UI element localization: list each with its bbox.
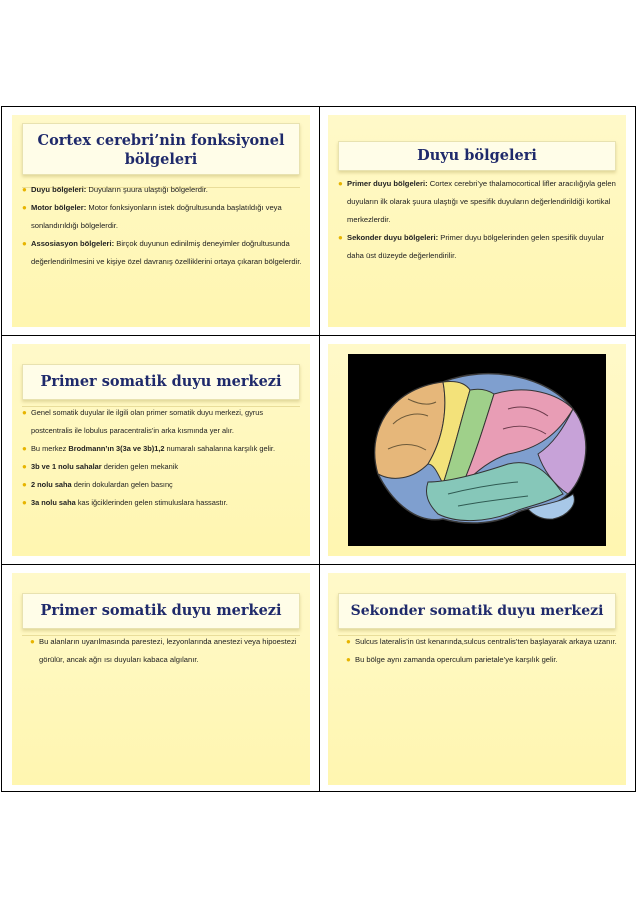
item-term: Primer duyu bölgeleri: [347,179,428,188]
slide-primary-somatic-2 [12,573,310,785]
list-item [22,494,302,512]
item-text: Sulcus lateralis’in üst kenarında,sulcus centralis’ten başlayarak arkaya uzanır. [355,637,617,646]
brain-illustration [348,354,606,546]
bullet-list [22,404,302,512]
list-item [22,199,302,235]
bullet-dot-icon: ● [30,637,35,646]
slide-primary-somatic [12,344,310,556]
list-item [338,229,618,265]
item-term: Assosiasyon bölgeleri: [31,239,115,248]
list-item [346,633,618,651]
item-text: Duyuların şuura ulaştığı bölgelerdir. [86,185,208,194]
list-item [22,181,302,199]
item-text: Genel somatik duyular ile ilgili olan primer somatik duyu merkezi, gyrus postcentralis ile lobulus paracentralis’in arka kısmında yer alır. [31,408,264,435]
item-term: 2 nolu saha [31,480,72,489]
slide-title: Sekonder somatik duyu merkezi [338,593,616,629]
list-item [346,651,618,669]
bullet-dot-icon: ● [22,239,27,248]
bullet-list [346,633,618,669]
bullet-dot-icon: ● [22,408,27,417]
list-item [22,476,302,494]
bullet-list [22,181,302,271]
item-term: Duyu bölgeleri: [31,185,87,194]
item-term: 3a nolu saha [31,498,76,507]
handout-grid [1,106,636,792]
column-divider [319,107,320,791]
bullet-list [30,633,302,669]
item-text: Bu alanların uyarılmasında parestezi, lezyonlarında anestezi veya hipoestezi görülür, ancak ağrı ısı duyuları kabaca algılanır. [39,637,297,664]
list-item [30,633,302,669]
item-text: Cortex cerebri’ye thalamocortical lifler aracılığıyla gelen duyuların ilk olarak şuura ulaştığı ve spesifik duyuların değerlendirildiği kortikal merkezlerdir. [347,179,616,224]
item-text: Bu bölge aynı zamanda operculum parietale’ye karşılık gelir. [355,655,558,664]
item-text: Bu merkez [31,444,69,453]
slide-title: Duyu bölgeleri [338,141,616,171]
bullet-dot-icon: ● [22,462,27,471]
bullet-dot-icon: ● [346,637,351,646]
list-item [22,235,302,271]
slide-title: Cortex cerebri’nin fonksiyonel bölgeleri [22,123,300,175]
bullet-dot-icon: ● [338,233,343,242]
bullet-dot-icon: ● [346,655,351,664]
bullet-dot-icon: ● [22,480,27,489]
bullet-dot-icon: ● [22,444,27,453]
slide-brain-image [328,344,626,556]
list-item [22,404,302,440]
item-text: Birçok duyunun edinilmiş deneyimler doğrultusunda değerlendirilmesini ve kişiye özel davranış özelliklerini ortaya çıkaran bölgelerdir. [31,239,302,266]
item-text: kas iğciklerinden gelen stimuluslara hassastır. [75,498,228,507]
item-text: Motor fonksiyonların istek doğrultusunda başlatıldığı veya sonlandırıldığı bölgelerdir. [31,203,282,230]
item-text: derin dokulardan gelen basınç [71,480,173,489]
slide-title: Primer somatik duyu merkezi [22,593,300,629]
item-term: 3b ve 1 nolu sahalar [31,462,102,471]
list-item [22,440,302,458]
bullet-dot-icon: ● [22,203,27,212]
list-item [338,175,618,229]
brain-svg [348,354,606,546]
slide-cortex-regions [12,115,310,327]
bullet-dot-icon: ● [338,179,343,188]
item-text: numaralı sahalarına karşılık gelir. [164,444,275,453]
bullet-dot-icon: ● [22,498,27,507]
slide-title: Primer somatik duyu merkezi [22,364,300,400]
row-divider-2 [2,564,635,565]
list-item [22,458,302,476]
bullet-list [338,175,618,265]
item-text: deriden gelen mekanik [101,462,179,471]
item-term: Brodmann’ın 3(3a ve 3b)1,2 [68,444,165,453]
item-term: Motor bölgeler: [31,203,87,212]
item-term: Sekonder duyu bölgeleri: [347,233,439,242]
row-divider-1 [2,335,635,336]
slide-sensory-regions [328,115,626,327]
slide-secondary-somatic [328,573,626,785]
item-text: Primer duyu bölgelerinden gelen spesifik duyular daha üst düzeyde değerlendirilir. [347,233,605,260]
bullet-dot-icon: ● [22,185,27,194]
